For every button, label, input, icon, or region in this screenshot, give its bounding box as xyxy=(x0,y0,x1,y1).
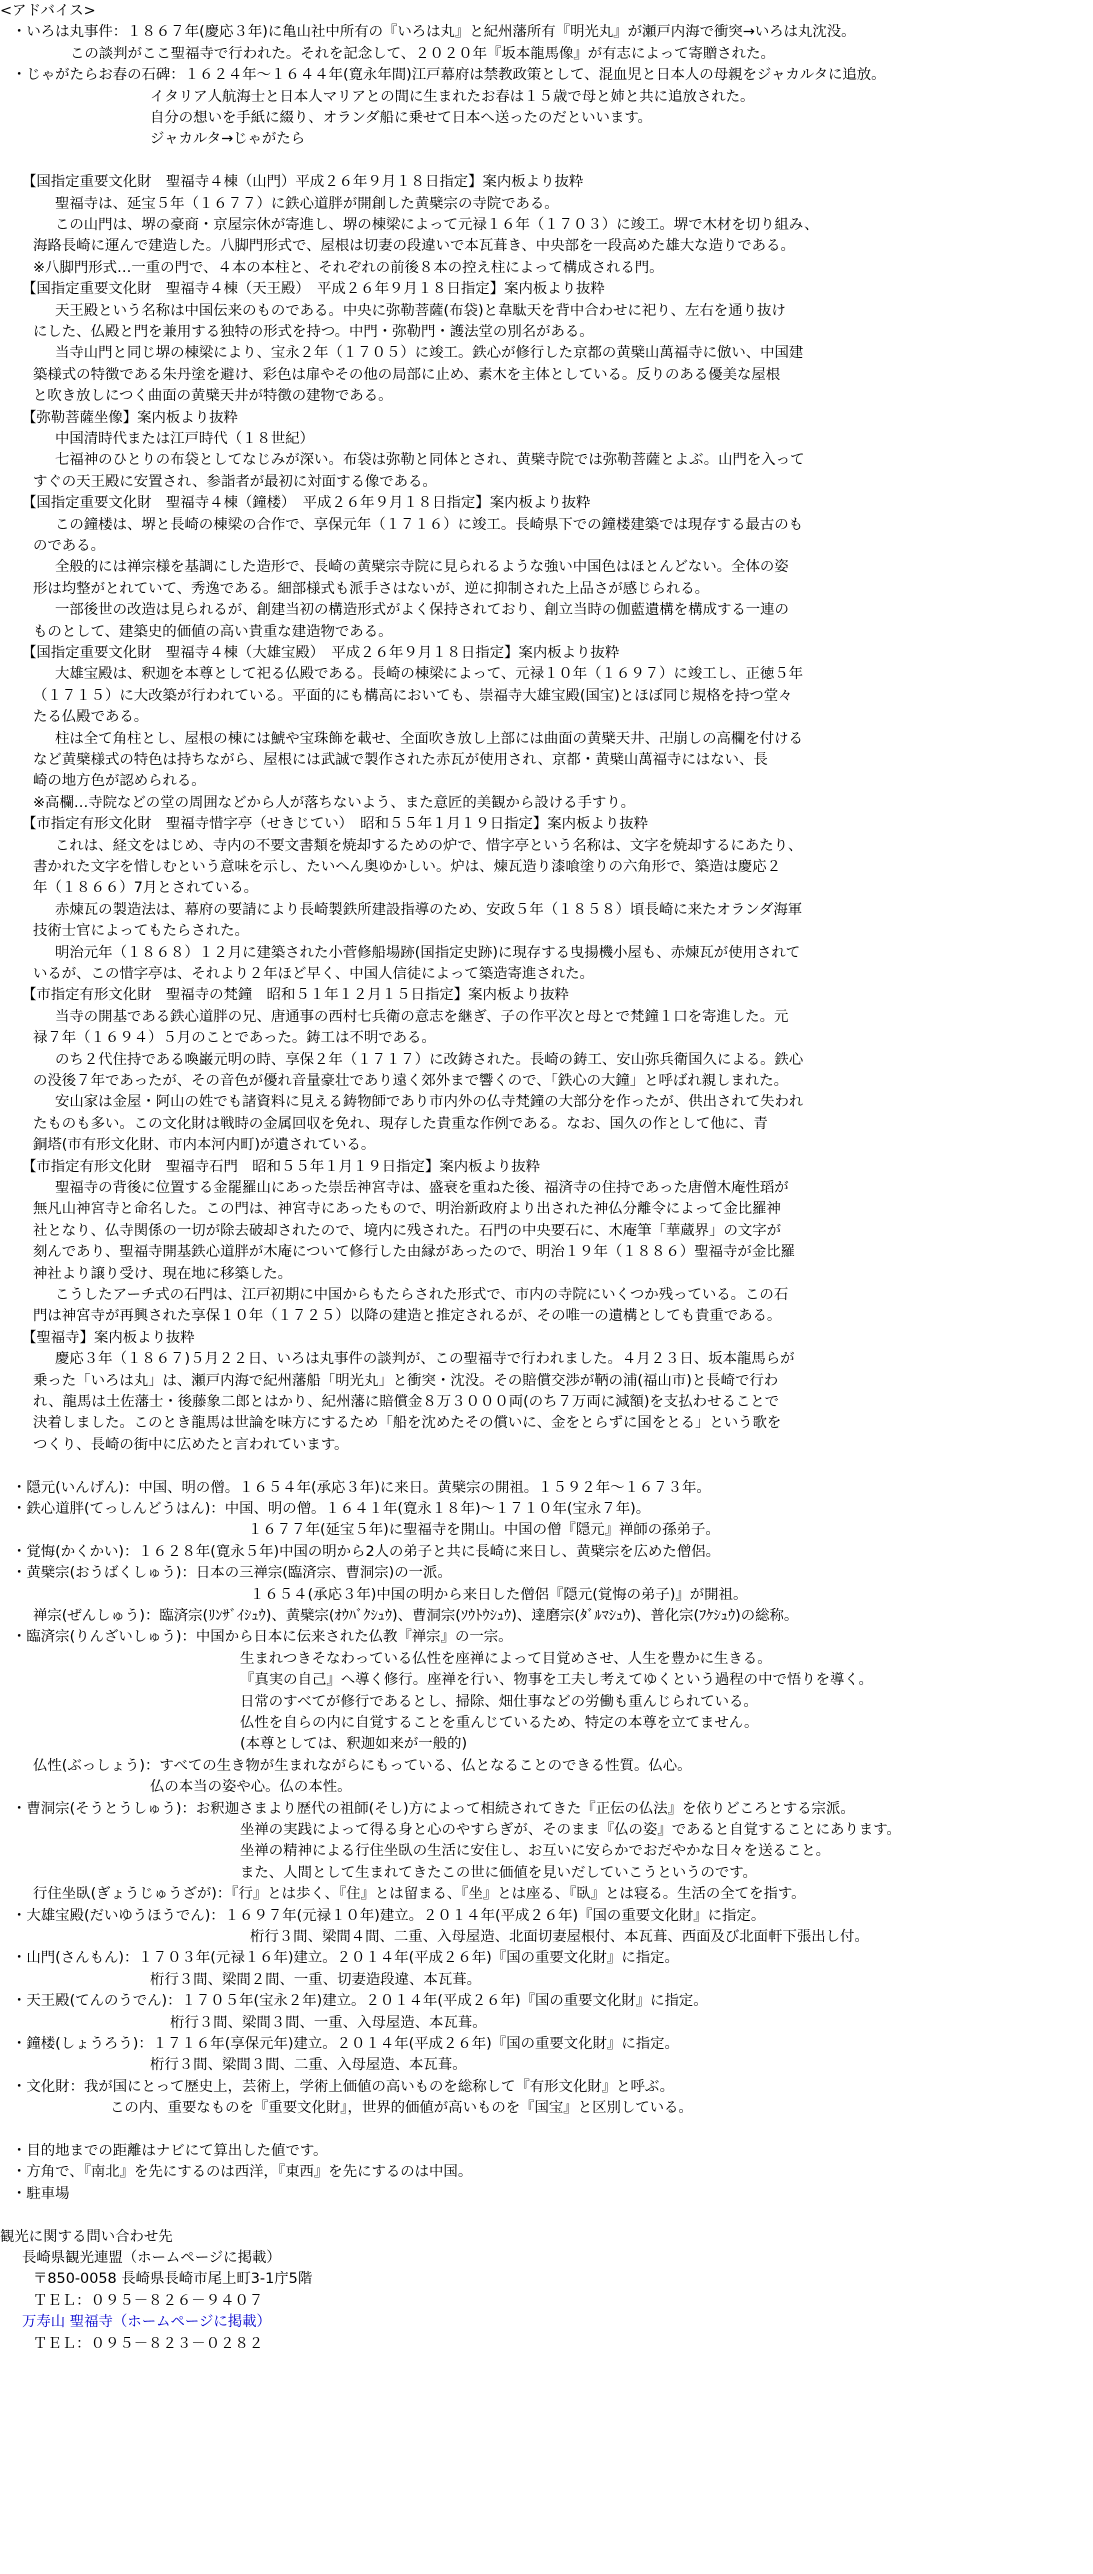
text-line: 禄７年（１６９４）５月のことであった。鋳工は不明である。 xyxy=(33,1030,436,1047)
text-line: 桁行３間、梁間３間、二重、入母屋造、本瓦葺。 xyxy=(150,2057,467,2074)
text-line: ※八脚門形式…一重の門で、４本の本柱と、それぞれの前後８本の控え柱によって構成される門。 xyxy=(33,259,664,276)
text-line: ・鐘楼(しょうろう)：１７１６年(享保元年)建立。２０１４年(平成２６年)『国の重要文化財』に指定。 xyxy=(12,2036,679,2052)
text-line: 仏性(ぶっしょう)：すべての生き物が生まれながらにもっている、仏となることのできる性質。仏心。 xyxy=(33,1757,692,1774)
text-line: の没後７年であったが、その音色が優れ音量豪壮であり遠く郊外まで響くので、「鉄心の大鐘」と呼ばれ親しまれた。 xyxy=(33,1073,789,1089)
text-line: ジャカルタ→じゃがたら xyxy=(150,131,306,148)
text-line: ものとして、建築史的価値の高い貴重な建造物である。 xyxy=(33,623,393,640)
text-line: 桁行３間、梁間２間、一重、切妻造段違、本瓦葺。 xyxy=(150,1971,481,1988)
text-line: 観光に関する問い合わせ先 xyxy=(0,2228,173,2245)
text-line: ＴＥＬ：０９５－８２３－０２８２ xyxy=(33,2335,264,2352)
text-line: 天王殿という名称は中国伝来のものである。中央に弥勒菩薩(布袋)と韋駄天を背中合わせに祀り、左右を通り抜け xyxy=(55,302,786,319)
text-line: 【国指定重要文化財 聖福寺４棟（大雄宝殿） 平成２６年９月１８日指定】案内板より抜粋 xyxy=(22,645,620,661)
text-line: ・大雄宝殿(だいゆうほうでん)：１６９７年(元禄１０年)建立。２０１４年(平成２６年)『国の重要文化財』に指定。 xyxy=(12,1907,766,1924)
text-line: ＴＥＬ：０９５－８２６－９４０７ xyxy=(33,2292,264,2309)
text-line: 崎の地方色が認められる。 xyxy=(33,773,206,790)
text-line: 慶応３年（１８６７)５月２２日、いろは丸事件の談判が、この聖福寺で行われました。４月２３日、坂本龍馬らが xyxy=(55,1351,795,1368)
text-line: 聖福寺は、延宝５年（１６７７）に鉄心道胖が開創した黄檗宗の寺院である。 xyxy=(55,195,559,212)
text-line: 生まれつきそなわっている仏性を座禅によって目覚めさせ、人生を豊かに生きる。 xyxy=(240,1650,772,1667)
text-line: 行住坐臥(ぎょうじゅうざが)：『行』とは歩く、『住』とは留まる、『坐』とは座る、『臥』とは寝る。生活の全てを指す。 xyxy=(33,1886,806,1903)
text-line: ・文化財：我が国にとって歴史上，芸術上，学術上価値の高いものを総称して『有形文化財』と呼ぶ。 xyxy=(12,2078,674,2095)
text-line: 当寺山門と同じ堺の棟梁により、宝永２年（１７０５）に竣工。鉄心が修行した京都の黄檗山萬福寺に倣い、中国建 xyxy=(55,345,804,362)
text-line: こうしたアーチ式の石門は、江戸初期に中国からもたらされた形式で、市内の寺院にいくつか残っている。この石 xyxy=(55,1287,789,1303)
text-line: 日常のすべてが修行であるとし、掃除、畑仕事などの労働も重んじられている。 xyxy=(240,1693,758,1710)
text-line: ・方角で、『南北』を先にするのは西洋，『東西』を先にするのは中国。 xyxy=(12,2164,473,2181)
text-line: のである。 xyxy=(33,538,105,554)
text-line: 禅宗(ぜんしゅう)：臨済宗(ﾘﾝｻﾞｲｼｭｳ)、黄檗宗(ｵｳﾊﾞｸｼｭｳ)、曹洞宗(ｿｳﾄｳｼｭｳ)、達磨宗(ﾀﾞﾙﾏｼｭｳ)、普化宗(ﾌｹｼｭｳ)の総称。 xyxy=(33,1608,799,1624)
text-line: にした、仏殿と門を兼用する独特の形式を持つ。中門・弥勒門・護法堂の別名がある。 xyxy=(33,324,594,340)
text-line: 海路長崎に運んで建造した。八脚門形式で、屋根は切妻の段違いで本瓦葺き、中央部を一段高めた雄大な造りである。 xyxy=(33,238,795,255)
text-line: 神社より譲り受け、現在地に移築した。 xyxy=(33,1265,293,1282)
text-line: ・駐車場 xyxy=(12,2185,70,2202)
text-line: ・臨済宗(りんざいしゅう)：中国から日本に伝来された仏教『禅宗』の一宗。 xyxy=(12,1629,513,1646)
text-line: たものも多い。この文化財は戦時の金属回収を免れ、現存した貴重な作例である。なお、国久の作として他に、青 xyxy=(33,1115,768,1132)
text-line: ・曹洞宗(そうとうしゅう)：お釈迦さまより歴代の祖師(そし)方によって相続されてきた『正伝の仏法』を依りどころとする宗派。 xyxy=(12,1800,855,1817)
text-line: ・覚悔(かくかい)：１６２８年(寛永５年)中国の明から2人の弟子と共に長崎に来日し、黄檗宗を広めた僧侶。 xyxy=(12,1543,720,1560)
text-line: <アドバイス> xyxy=(0,3,96,19)
text-line: 〒850-0058 長崎県長崎市尾上町3-1庁5階 xyxy=(33,2271,313,2288)
text-line: （１７１５）に大改築が行われている。平面的にも構高においても、崇福寺大雄宝殿(国宝)とほぼ同じ規格を持つ堂々 xyxy=(33,687,793,704)
text-line: 社となり、仏寺関係の一切が除去破却されたので、境内に残された。石門の中央要石に、木庵筆「華蔵界」の文字が xyxy=(33,1222,782,1239)
text-line: １６７７年(延宝５年)に聖福寺を開山。中国の僧『隠元』禅師の孫弟子。 xyxy=(248,1522,720,1539)
text-line: 中国清時代または江戸時代（１８世紀） xyxy=(55,431,315,447)
text-line: 門は神宮寺が再興された享保１０年（１７２５）以降の建造と推定されるが、その唯一の遺構としても貴重である。 xyxy=(33,1308,782,1325)
text-line: 聖福寺の背後に位置する金罷羅山にあった崇岳神宮寺は、盛衰を重ねた後、福済寺の住持であった唐僧木庵性瑫が xyxy=(55,1180,789,1196)
text-line: ・天王殿(てんのうでん)：１７０５年(宝永２年)建立。２０１４年(平成２６年)『国の重要文化財』に指定。 xyxy=(12,1993,708,2010)
text-line: ・隠元(いんげん)：中国、明の僧。１６５４年(承応３年)に来日。黄檗宗の開祖。１５９２年～１６７３年。 xyxy=(12,1479,711,1496)
text-line: すぐの天王殿に安置され、参詣者が最初に対面する像である。 xyxy=(33,473,437,490)
text-line: 明治元年（１８６８）１２月に建築された小菅修船場跡(国指定史跡)に現存する曳揚機小屋も、赤煉瓦が使用されて xyxy=(55,944,801,961)
text-line: 柱は全て角柱とし、屋根の棟には鯱や宝珠飾を載せ、全面吹き放し上部には曲面の黄檗天井、卍崩しの高欄を付ける xyxy=(55,730,803,747)
text-line: 坐禅の精神による行住坐臥の生活に安住し、お互いに安らかでおだやかな日々を送ること。 xyxy=(240,1843,831,1860)
text-line: ・鉄心道胖(てっしんどうはん)：中国、明の僧。１６４１年(寛永１８年)～１７１０年(宝永７年)。 xyxy=(12,1501,651,1517)
text-line: 【国指定重要文化財 聖福寺４棟（天王殿） 平成２６年９月１８日指定】案内板より抜粋 xyxy=(22,281,605,298)
text-line: イタリア人航海士と日本人マリアとの間に生まれたお春は１５歳で母と姉と共に追放された。 xyxy=(150,88,755,105)
text-line: ・目的地までの距離はナビにて算出した値です。 xyxy=(12,2143,328,2159)
text-line: 書かれた文字を惜しむという意味を示し、たいへん奥ゆかしい。炉は、煉瓦造り漆喰塗りの六角形で、築造は慶応２ xyxy=(33,859,782,875)
text-line: 形は均整がとれていて、秀逸である。細部様式も派手さはないが、逆に抑制された上品さが感じられる。 xyxy=(33,580,710,597)
text-line: 安山家は金屋・阿山の姓でも諸資料に見える鋳物師であり市内外の仏寺梵鐘の大部分を作ったが、供出されて失われ xyxy=(55,1094,804,1111)
text-line: (本尊としては、釈迦如来が一般的) xyxy=(240,1736,468,1753)
text-line: 大雄宝殿は、釈迦を本尊として祀る仏殿である。長崎の棟梁によって、元禄１０年（１６９７）に竣工し、正徳５年 xyxy=(55,666,804,683)
text-line: 長崎県観光連盟（ホームページに掲載） xyxy=(22,2250,281,2266)
text-line: 築様式の特徴である朱丹塗を避け、彩色は扉やその他の局部に止め、素木を主体としている。反りのある優美な屋根 xyxy=(33,366,781,383)
text-line: これは、経文をはじめ、寺内の不要文書類を焼却するための炉で、惜字亭という名称は、文字を焼却するにあたり、 xyxy=(55,837,803,854)
text-line: つくり、長崎の街中に広めたと言われています。 xyxy=(33,1436,349,1453)
text-line: 坐禅の実践によって得る身と心のやすらぎが、そのまま『仏の姿』であると自覚することにあります。 xyxy=(240,1822,901,1838)
text-line: この山門は、堺の豪商・京屋宗休が寄進し、堺の棟梁によって元禄１６年（１７０３）に竣工。堺で木材を切り組み、 xyxy=(55,217,819,233)
text-line: この鐘楼は、堺と長崎の棟梁の合作で、享保元年（１７１６）に竣工。長崎県下での鐘楼建築では現存する最古のも xyxy=(55,516,804,533)
text-line: 【聖福寺】案内板より抜粋 xyxy=(22,1329,195,1346)
text-line: ※高欄…寺院などの堂の周囲などから人が落ちないよう、また意匠的美観から設ける手すり。 xyxy=(33,794,636,811)
text-line: ・黄檗宗(おうばくしゅう)：日本の三禅宗(臨済宗、曹洞宗)の一派。 xyxy=(12,1565,452,1582)
text-line: ・山門(さんもん)：１７０３年(元禄１６年)建立。２０１４年(平成２６年)『国の重要文化財』に指定。 xyxy=(12,1950,679,1967)
text-line: また、人間として生まれてきたこの世に価値を見いだしていこうというのです。 xyxy=(240,1864,757,1881)
text-line: 【市指定有形文化財 聖福寺石門 昭和５５年１月１９日指定】案内板より抜粋 xyxy=(22,1158,541,1175)
text-line: 刻んであり、聖福寺開基鉄心道胖が木庵について修行した由縁があったので、明治１９年（１８８６）聖福寺が金比羅 xyxy=(33,1244,795,1261)
text-line: 七福神のひとりの布袋としてなじみが深い。布袋は弥勒と同体とされ、黄檗寺院では弥勒菩薩とよぶ。山門を入って xyxy=(55,452,805,469)
text-line: 一部後世の改造は見られるが、創建当初の構造形式がよく保持されており、創立当時の伽藍遺構を構成する一連の xyxy=(55,602,789,619)
text-line: 乗った「いろは丸」は、瀬戸内海で紀州藩船「明光丸」と衝突・沈没。その賠償交渉が鞆の浦(福山市)と長崎で行わ xyxy=(33,1372,779,1389)
text-line: 赤煉瓦の製造法は、幕府の要請により長崎製鉄所建設指導のため、安政５年（１８５８）頃長崎に来たオランダ海軍 xyxy=(55,901,803,918)
text-line: 無凡山神宮寺と命名した。この門は、神宮寺にあったもので、明治新政府より出された神仏分離令によって金比羅神 xyxy=(33,1201,781,1218)
text-line: と吹き放しにつく曲面の黄檗天井が特徴の建物である。 xyxy=(33,388,393,405)
text-line: １６５４(承応３年)中国の明から来日した僧侶『隠元(覚悔の弟子)』が開祖。 xyxy=(250,1586,748,1603)
text-line: れ、龍馬は土佐藩士・後藤象二郎とはかり、紀州藩に賠償金８万３０００両(のち７万両に減額)を支払わせることで xyxy=(33,1394,780,1410)
text-line: この内、重要なものを『重要文化財』，世界的価値が高いものを『国宝』と区別している。 xyxy=(110,2100,693,2117)
text-line: 【市指定有形文化財 聖福寺惜字亭（せきじてい） 昭和５５年１月１９日指定】案内板より抜粋 xyxy=(22,816,648,833)
text-line: 銅塔(市有形文化財、市内本河内町)が遺されている。 xyxy=(33,1137,376,1154)
text-line: この談判がここ聖福寺で行われた。それを記念して、２０２０年『坂本龍馬像』が有志によって寄贈された。 xyxy=(70,45,775,62)
text-line: 【国指定重要文化財 聖福寺４棟（鐘楼） 平成２６年９月１８日指定】案内板より抜粋 xyxy=(22,495,591,512)
text-line: 技術士官によってもたらされた。 xyxy=(33,923,249,940)
text-line: など黄檗様式の特色は持ちながら、屋根には武誠で製作された赤瓦が使用され、京都・黄檗山萬福寺にはない、長 xyxy=(33,752,768,768)
text-line: 『真実の自己』へ導く修行。座禅を行い、物事を工夫し考えてゆくという過程の中で悟りを導く。 xyxy=(240,1672,873,1689)
text-line: いるが、この惜字亭は、それより２年ほど早く、中国人信徒によって築造寄進された。 xyxy=(33,966,594,982)
text-line: 【弥勒菩薩坐像】案内板より抜粋 xyxy=(22,409,238,426)
text-line: 【国指定重要文化財 聖福寺４棟（山門）平成２６年９月１８日指定】案内板より抜粋 xyxy=(22,174,584,191)
contact-link-line[interactable]: 万寿山 聖福寺（ホームページに掲載） xyxy=(22,2314,271,2331)
text-line: ・じゃがたらお春の石碑：１６２４年～１６４４年(寛永年間)江戸幕府は禁教政策として、混血児と日本人の母親をジャカルタに追放。 xyxy=(12,67,886,84)
text-line: 【市指定有形文化財 聖福寺の梵鐘 昭和５１年１２月１５日指定】案内板より抜粋 xyxy=(22,987,569,1004)
text-line: 自分の想いを手紙に綴り、オランダ船に乗せて日本へ送ったのだといいます。 xyxy=(150,110,652,126)
text-line: たる仏殿である。 xyxy=(33,709,149,726)
text-line: のち２代住持である喚巌元明の時、享保２年（１７１７）に改鋳された。長崎の鋳工、安山弥兵衛国久による。鉄心 xyxy=(55,1051,804,1068)
text-line: 桁行３間、梁間３間、一重、入母屋造、本瓦葺。 xyxy=(170,2014,487,2031)
text-line: 桁行３間、梁間４間、二重、入母屋造、北面切妻屋根付、本瓦葺、西面及び北面軒下張出し付。 xyxy=(250,1929,869,1945)
text-line: 年（１８６６）7月とされている。 xyxy=(33,880,259,897)
text-line: 全般的には禅宗様を基調にした造形で、長崎の黄檗宗寺院に見られるような強い中国色はほとんどない。全体の姿 xyxy=(55,559,789,576)
text-line: 仏性を自らの内に自覚することを重んじているため、特定の本尊を立てません。 xyxy=(240,1715,759,1731)
text-line: ・いろは丸事件：１８６７年(慶応３年)に亀山社中所有の『いろは丸』と紀州藩所有『明光丸』が瀬戸内海で衝突→いろは丸沈没。 xyxy=(12,24,856,41)
text-line: 決着しました。このとき龍馬は世論を味方にするため「船を沈めたその償いに、金をとらずに国をとる」という歌を xyxy=(33,1415,782,1432)
text-line: 仏の本当の姿や心。仏の本性。 xyxy=(150,1779,352,1796)
text-line: 当寺の開基である鉄心道胖の兄、唐通事の西村七兵衛の意志を継ぎ、子の作平次と母とで梵鐘１口を寄進した。元 xyxy=(55,1008,789,1025)
